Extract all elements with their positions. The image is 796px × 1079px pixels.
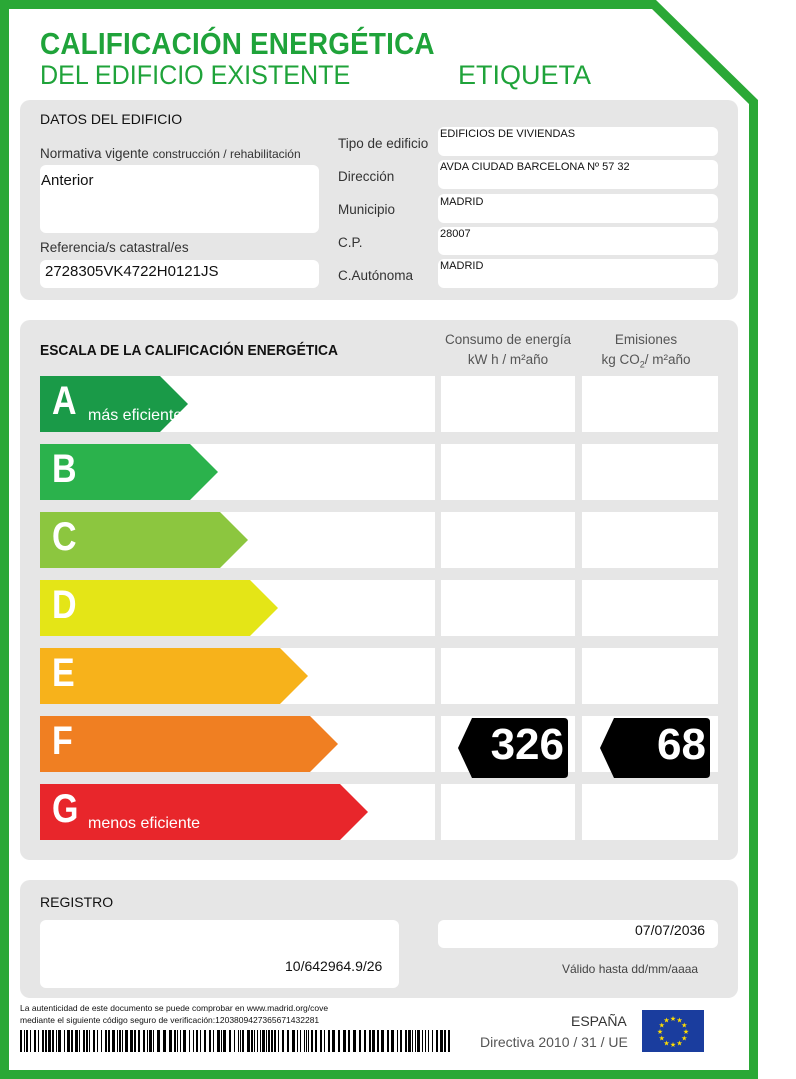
class-a-letter: A bbox=[52, 379, 77, 423]
svg-text:★: ★ bbox=[669, 1042, 677, 1049]
consumo-header bbox=[438, 330, 578, 370]
autonoma-value: MADRID bbox=[440, 260, 484, 272]
svg-text:★: ★ bbox=[681, 1035, 688, 1043]
svg-text:★: ★ bbox=[656, 1029, 664, 1036]
rating-scale-title: ESCALA DE LA CALIFICACIÓN ENERGÉTICA bbox=[40, 342, 338, 359]
emisiones-cell bbox=[582, 784, 718, 840]
consumo-cell bbox=[441, 512, 575, 568]
normativa-label-main: Normativa vigente bbox=[40, 146, 149, 161]
normativa-label-small: construcción / rehabilitación bbox=[152, 147, 301, 161]
direccion-label: Dirección bbox=[338, 169, 395, 184]
directiva-label: Directiva 2010 / 31 / UE bbox=[480, 1034, 628, 1050]
class-b-letter: B bbox=[52, 447, 77, 491]
consumo-cell bbox=[441, 580, 575, 636]
referencia-value: 2728305VK4722H0121JS bbox=[45, 263, 219, 280]
title-etiqueta: ETIQUETA bbox=[458, 60, 592, 90]
normativa-value: Anterior bbox=[41, 172, 94, 189]
svg-text:★: ★ bbox=[676, 1040, 683, 1048]
svg-text:★: ★ bbox=[658, 1035, 665, 1043]
emisiones-value: 68 bbox=[657, 720, 706, 769]
svg-text:★: ★ bbox=[681, 1022, 688, 1030]
tipo-value: EDIFICIOS DE VIVIENDAS bbox=[440, 128, 576, 140]
class-f-letter: F bbox=[52, 719, 73, 763]
svg-text:★: ★ bbox=[663, 1040, 670, 1048]
auth-line2: mediante el siguiente código seguro de verificación:1203809427365671432281 bbox=[20, 1015, 320, 1025]
direccion-value: AVDA CIUDAD BARCELONA Nº 57 32 bbox=[440, 161, 630, 173]
emisiones-cell bbox=[582, 580, 718, 636]
consumo-value: 326 bbox=[490, 720, 564, 769]
emisiones-unit-sub: 2 bbox=[639, 359, 645, 370]
svg-text:★: ★ bbox=[676, 1017, 683, 1025]
consumo-cell bbox=[441, 784, 575, 840]
class-a-note: más eficiente bbox=[88, 407, 183, 424]
tipo-label: Tipo de edificio bbox=[338, 136, 429, 151]
svg-text:★: ★ bbox=[669, 1016, 677, 1023]
svg-text:★: ★ bbox=[658, 1022, 665, 1030]
title-line2: DEL EDIFICIO EXISTENTE bbox=[40, 60, 351, 90]
registro-title: REGISTRO bbox=[40, 894, 114, 910]
class-e-letter: E bbox=[52, 651, 75, 695]
barcode-icon bbox=[20, 1030, 450, 1052]
cp-field bbox=[438, 227, 718, 255]
consumo-cell bbox=[441, 648, 575, 704]
emisiones-header bbox=[576, 330, 716, 375]
svg-text:★: ★ bbox=[663, 1017, 670, 1025]
consumo-header-line1: Consumo de energía bbox=[444, 332, 572, 347]
municipio-label: Municipio bbox=[338, 202, 396, 217]
autonoma-label: C.Autónoma bbox=[338, 268, 414, 283]
emisiones-header-line1: Emisiones bbox=[614, 332, 678, 347]
eu-flag-icon bbox=[642, 1010, 704, 1052]
consumo-header-line2: kW h / m²año bbox=[467, 352, 549, 367]
title-line1: CALIFICACIÓN ENERGÉTICA bbox=[40, 26, 435, 61]
registro-number-field bbox=[40, 920, 399, 988]
svg-text:★: ★ bbox=[682, 1029, 690, 1036]
valido-label: Válido hasta dd/mm/aaaa bbox=[562, 962, 699, 976]
emisiones-cell bbox=[582, 376, 718, 432]
building-data-title: DATOS DEL EDIFICIO bbox=[40, 111, 183, 127]
emisiones-unit-pre: kg CO bbox=[601, 352, 640, 367]
emisiones-unit-post: / m²año bbox=[644, 352, 691, 367]
class-g-letter: G bbox=[52, 787, 79, 831]
consumo-cell bbox=[441, 376, 575, 432]
consumo-cell bbox=[441, 444, 575, 500]
fecha-value: 07/07/2036 bbox=[635, 922, 706, 938]
class-c-letter: C bbox=[52, 515, 77, 559]
auth-line1: La autenticidad de este documento se puede comprobar en www.madrid.org/cove bbox=[20, 1003, 329, 1013]
emisiones-cell bbox=[582, 444, 718, 500]
referencia-label: Referencia/s catastral/es bbox=[40, 240, 189, 255]
cp-value: 28007 bbox=[440, 228, 471, 240]
cp-label: C.P. bbox=[338, 235, 363, 250]
registro-number: 10/642964.9/26 bbox=[285, 958, 383, 974]
pais-label: ESPAÑA bbox=[571, 1013, 627, 1029]
class-d-letter: D bbox=[52, 583, 77, 627]
class-f-arrow bbox=[40, 716, 338, 772]
normativa-label bbox=[40, 146, 301, 161]
class-g-note: menos eficiente bbox=[88, 815, 201, 832]
emisiones-cell bbox=[582, 512, 718, 568]
municipio-value: MADRID bbox=[440, 196, 484, 208]
class-e-arrow bbox=[40, 648, 308, 704]
emisiones-header-line2 bbox=[576, 350, 716, 375]
emisiones-cell bbox=[582, 648, 718, 704]
